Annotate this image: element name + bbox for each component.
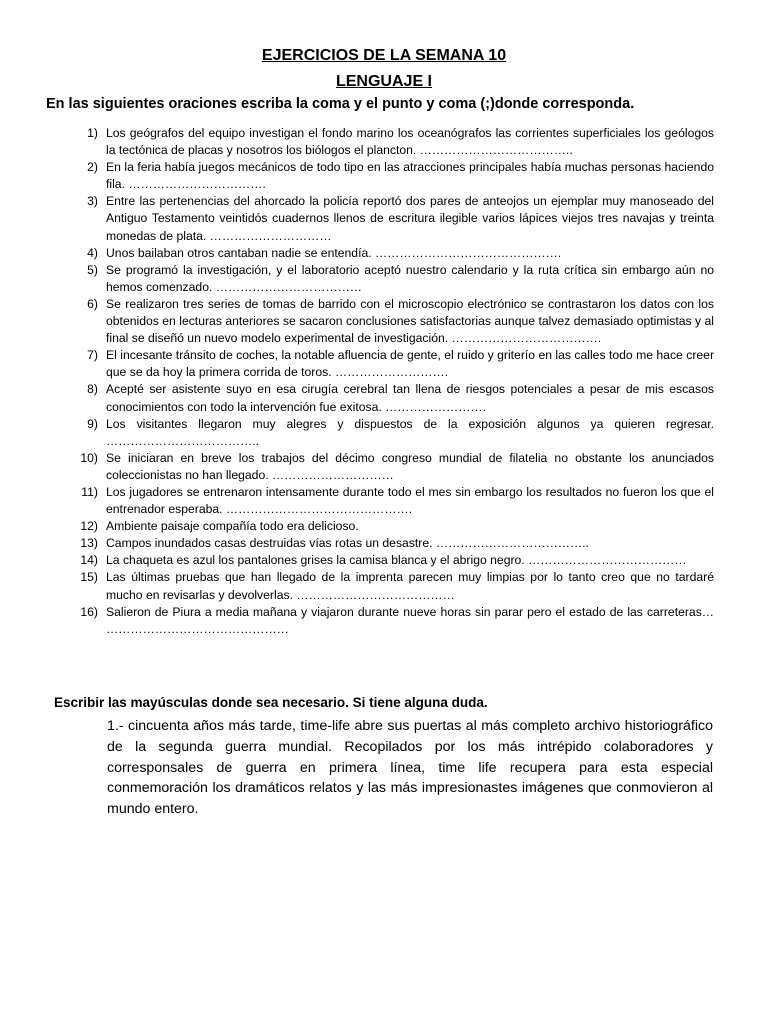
capitalization-paragraph: 1.- cincuenta años más tarde, time-life abre sus puertas al más completo archivo historiográfico de la segunda guerra mundial. Recopilados por los más intrépido colaboradores y corresponsales de guerra en primera línea, time life recupera para esta especial conmemoración los dramáticos relatos y las más impresionastes imágenes que conmovieron al mundo entero. [107, 718, 713, 818]
exercise-text: Unos bailaban otros cantaban nadie se entendía. ………………………………………. [106, 245, 562, 260]
exercise-text: Los jugadores se entrenaron intensamente durante todo el mes sin embargo los resultados no fueron los que el entrenador esperaba. ………………………………………. [106, 484, 714, 517]
exercise-text: Los visitantes llegaron muy alegres y dispuestos de la exposición algunos ya quieren regresar. ……………………………….. [106, 416, 714, 448]
exercise-item [70, 535, 714, 552]
exercise-number: 15) [80, 570, 98, 585]
exercise-text: En la feria había juegos mecánicos de todo tipo en las atracciones principales había muchas personas haciendo fila. ……………………………. [106, 160, 714, 192]
document-subtitle: LENGUAJE I [335, 73, 432, 90]
exercise-item [70, 193, 714, 244]
exercise-text: Salieron de Piura a media mañana y viajaron durante nueve horas sin parar pero el estado de las carreteras… ……………………………………… [106, 604, 714, 636]
exercise-number: 2) [87, 160, 98, 175]
section1-instruction: En las siguientes oraciones escriba la coma y el punto y coma (;)donde corresponda. [46, 96, 635, 112]
section2-instruction: Escribir las mayúsculas donde sea necesario. Si tiene alguna duda. [54, 695, 488, 710]
exercise-number: 7) [87, 348, 98, 363]
exercise-text: Los geógrafos del equipo investigan el fondo marino los oceanógrafos las corrientes superficiales los geólogos la tectónica de placas y nosotros los biólogos el plancton. ……………………………….. [106, 126, 714, 158]
exercise-item [70, 518, 714, 535]
exercise-number: 16) [80, 604, 98, 619]
exercise-text: Campos inundados casas destruidas vías rotas un desastre. ……………………………….. [106, 536, 589, 551]
exercise-number: 10) [80, 450, 98, 465]
exercise-text: Las últimas pruebas que han llegado de la imprenta parecen muy limpias por lo tanto creo que no tardaré mucho en revisarlas y devolverlas. ………………………………… [106, 570, 714, 602]
exercise-number: 3) [87, 194, 98, 209]
exercise-text: Acepté ser asistente suyo en esa cirugía cerebral tan llena de riesgos potenciales a pesar de mis escasos conocimientos con todo la intervención fue exitosa. ……………………. [106, 382, 714, 414]
exercise-number: 13) [80, 536, 98, 551]
exercise-item [70, 569, 714, 603]
exercise-item [70, 125, 714, 159]
exercise-item [70, 245, 714, 262]
exercise-number: 11) [81, 484, 98, 499]
exercise-text: Entre las pertenencias del ahorcado la policía reportó dos pares de anteojos un ejemplar muy manoseado del Antiguo Testamento veintidós cuadernos llenos de escritura ilegible varios lápices viejos tres navajas y treinta monedas de plata. ………………………… [106, 194, 714, 243]
exercise-number: 5) [87, 262, 98, 277]
exercise-number: 9) [87, 416, 98, 431]
exercise-item [70, 552, 714, 569]
exercise-item [70, 296, 714, 347]
exercise-list [70, 125, 714, 638]
exercise-item [70, 484, 714, 518]
document-title: EJERCICIOS DE LA SEMANA 10 [261, 47, 507, 64]
exercise-item [70, 159, 714, 193]
exercise-number: 14) [80, 553, 98, 568]
exercise-text: Se programó la investigación, y el laboratorio aceptó nuestro calendario y la ruta crítica sin embargo aún no hemos comenzado. ……………………………… [106, 262, 714, 294]
exercise-item [70, 381, 714, 415]
exercise-text: Se iniciaran en breve los trabajos del décimo congreso mundial de filatelia no obstante los anunciados coleccionistas no han llegado. ………………………… [106, 450, 714, 482]
exercise-number: 1) [87, 126, 98, 140]
exercise-number: 6) [87, 296, 98, 311]
exercise-item [70, 450, 714, 484]
exercise-number: 4) [87, 245, 98, 260]
exercise-text: El incesante tránsito de coches, la notable afluencia de gente, el ruido y griterío en las calles todo me hace creer que se da hoy la primera corrida de toros. ………………………. [106, 348, 714, 380]
exercise-item [70, 416, 714, 450]
exercise-text: La chaqueta es azul los pantalones grises la camisa blanca y el abrigo negro. ………………………………… [106, 553, 687, 568]
exercise-text: Ambiente paisaje compañía todo era delicioso. [106, 519, 359, 534]
exercise-text: Se realizaron tres series de tomas de barrido con el microscopio electrónico se contrastaron los datos con los obtenidos en lecturas anteriores se sacaron conclusiones satisfactorias aunque talvez demasiado optimistas y al final se diseñó un nuevo modelo experimental de investigación. ………………………………. [106, 296, 714, 346]
exercise-number: 12) [80, 519, 98, 534]
exercise-item [70, 262, 714, 296]
exercise-item [70, 347, 714, 381]
exercise-number: 8) [87, 382, 98, 397]
exercise-item [70, 604, 714, 638]
